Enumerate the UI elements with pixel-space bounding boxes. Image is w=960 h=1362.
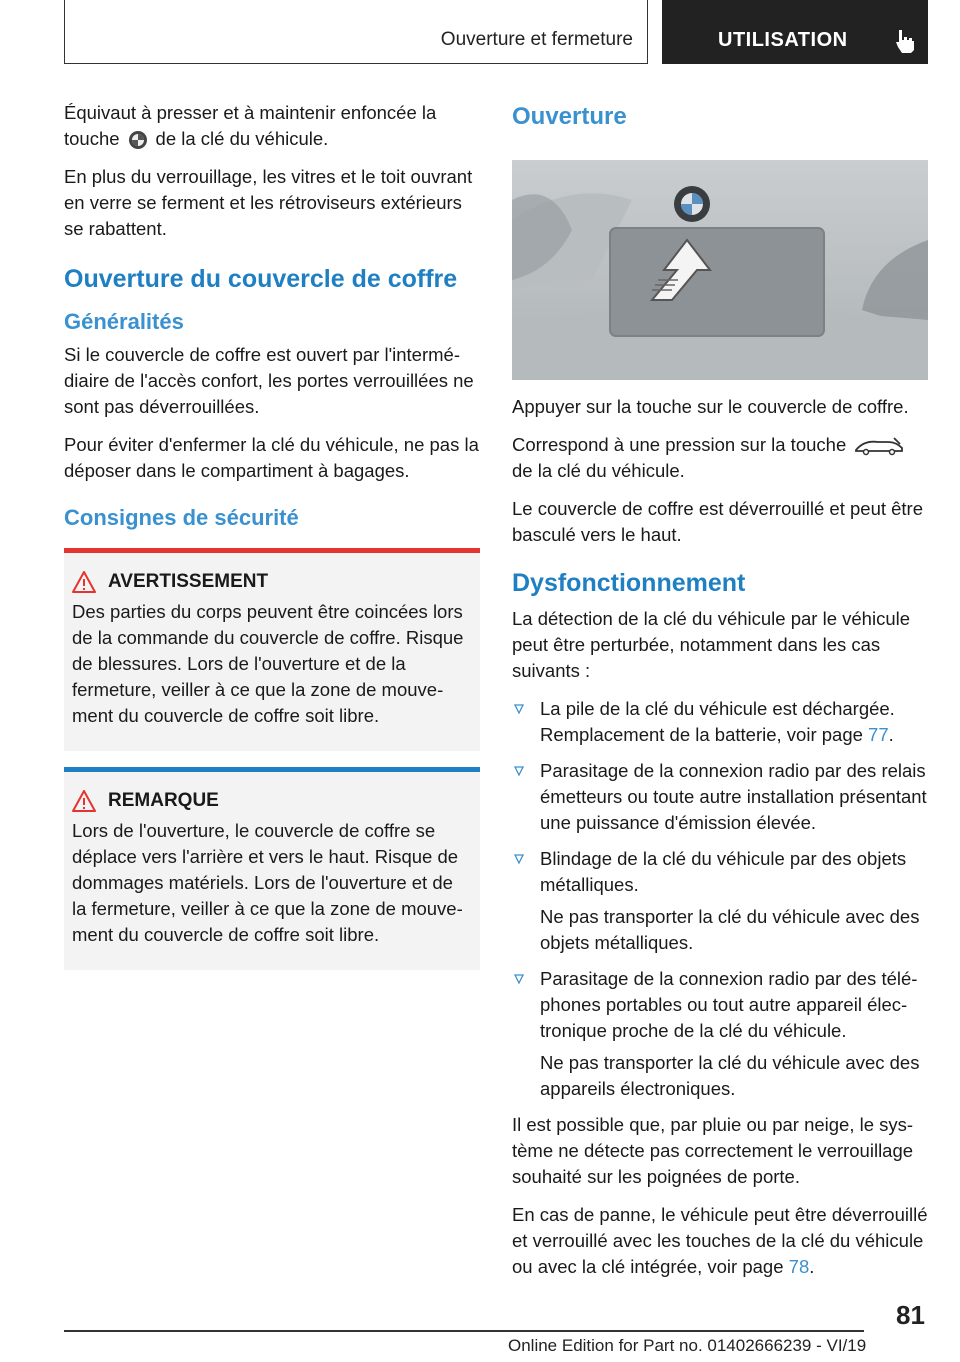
list-item: Parasitage de la connexion radio par des relais émetteurs ou toute autre installation présentant une puissance d'émission élevée. [512, 758, 928, 836]
paragraph-key-equivalent: Équivaut à presser et à maintenir enfoncée la touche de la clé du véhicule. [64, 102, 437, 149]
warning-box [64, 548, 480, 751]
footer-divider [64, 1330, 864, 1332]
malfunction-list [512, 696, 928, 1102]
heading-safety: Consignes de sécurité [64, 505, 299, 530]
paragraph-breakdown: En cas de panne, le véhicule peut être déverrouillé et verrouillé avec les touches de la clé du véhicule ou avec la clé intégrée, voir page 78. [512, 1204, 928, 1277]
paragraph-detection: La détection de la clé du véhicule par le véhicule peut être perturbée, notamment dans les cas suivants : [512, 608, 911, 681]
paragraph-unlocked: Le couvercle de coffre est déverrouillé et peut être basculé vers le haut. [512, 498, 924, 545]
bullet-triangle-icon [514, 766, 524, 776]
paragraph-comfort-access: Si le couvercle de coffre est ouvert par l'intermédiaire de l'accès confort, les portes verrouillées ne sont pas déverrouillées. [64, 344, 474, 417]
paragraph-rain-snow: Il est possible que, par pluie ou par neige, le système ne détecte pas correctement le verrouillage souhaité sur les poignées de porte. [512, 1114, 914, 1187]
right-column [512, 100, 928, 1292]
footer-edition: Online Edition for Part no. 01402666239 - VI/19 [508, 1336, 867, 1355]
header-section-title: Ouverture et fermeture [440, 29, 633, 50]
page-link-77[interactable]: 77 [868, 724, 889, 745]
note-title: REMARQUE [108, 790, 219, 811]
left-column [64, 100, 480, 982]
heading-opening: Ouverture [512, 103, 627, 130]
list-item: La pile de la clé du véhicule est déchargée. Remplacement de la batterie, voir page 77. [512, 696, 928, 748]
pointing-hand-icon [892, 28, 918, 54]
warning-triangle-icon [72, 790, 96, 812]
list-item: Blindage de la clé du véhicule par des objets métalliques. Ne pas transporter la clé du véhicule avec des objets métalliques. [512, 846, 928, 956]
list-item: Parasitage de la connexion radio par des téléphones portables ou tout autre appareil électronique proche de la clé du véhicule. Ne pas transporter la clé du véhicule avec des appareils électroniques. [512, 966, 928, 1102]
paragraph-press-button: Appuyer sur la touche sur le couvercle de coffre. [512, 396, 909, 417]
heading-trunk-opening: Ouverture du couvercle de coffre [64, 265, 458, 293]
header-section-box [64, 0, 648, 64]
page-number: 81 [896, 1300, 925, 1330]
bullet-triangle-icon [514, 974, 524, 984]
heading-malfunction: Dysfonctionnement [512, 569, 746, 597]
bullet-triangle-icon [514, 704, 524, 714]
warning-title: AVERTISSEMENT [108, 571, 269, 592]
heading-general: Généralités [64, 309, 184, 334]
paragraph-key-lockout: Pour éviter d'enfermer la clé du véhicule, ne pas la déposer dans le compartiment à bagages. [64, 434, 479, 481]
warning-text: Des parties du corps peuvent être coincées lors de la commande du couvercle de coffre. Risque de blessures. Lors de l'ouverture et de la fermeture, veiller à ce que la zone de mouvement du couvercle de coffre soit libre. [72, 601, 464, 726]
trunk-lid-photo [512, 160, 928, 380]
warning-triangle-icon [72, 571, 96, 593]
paragraph-windows-close: En plus du verrouillage, les vitres et le toit ouvrant en verre se ferment et les rétroviseurs extérieurs se rabattent. [64, 166, 473, 239]
header-chapter-tab [662, 0, 928, 64]
note-text: Lors de l'ouverture, le couvercle de coffre se déplace vers l'arrière et vers le haut. Risque de dommages matériels. Lors de l'ouverture et de la fermeture, veiller à ce que la zone de mouvement du couvercle de coffre soit libre. [72, 820, 463, 945]
bmw-logo-key-icon [128, 130, 148, 150]
note-box [64, 767, 480, 970]
car-trunk-key-icon [854, 436, 904, 456]
header-chapter-label: UTILISATION [718, 29, 848, 51]
bullet-triangle-icon [514, 854, 524, 864]
paragraph-key-correspond: Correspond à une pression sur la touche de la clé du véhicule. [512, 432, 928, 484]
page-link-78[interactable]: 78 [788, 1256, 810, 1277]
